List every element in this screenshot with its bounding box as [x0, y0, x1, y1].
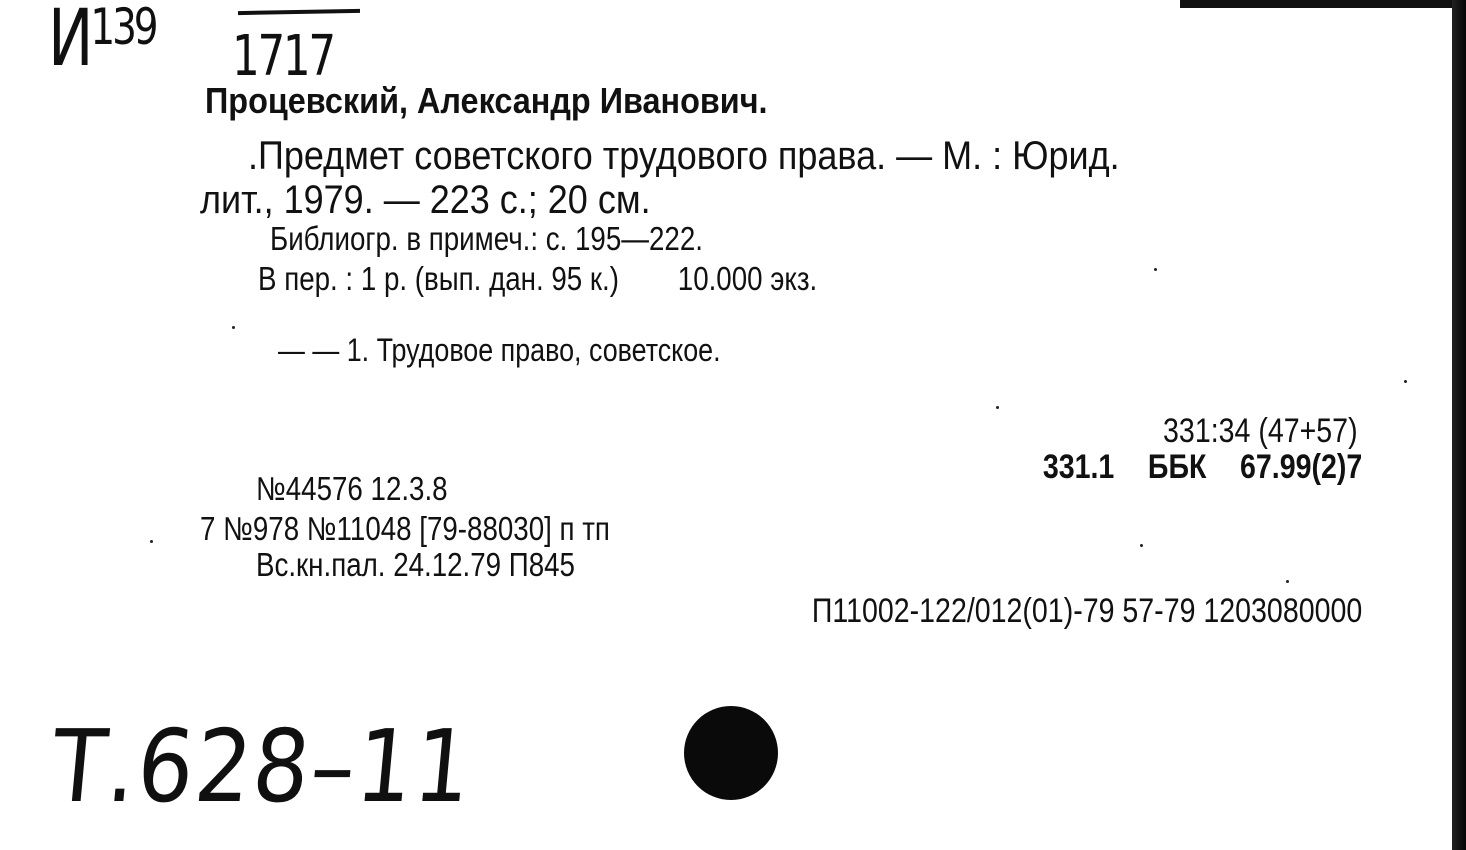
publisher-code-line: 7 №978 №11048 [79-88030] п тп: [200, 510, 610, 547]
order-number: №44576 12.3.8: [256, 470, 448, 507]
scan-speck: [150, 540, 153, 543]
price-text: В пер. : 1 р. (вып. дан. 95 к.): [258, 260, 619, 297]
bibliography-note: Библиогр. в примеч.: с. 195—222.: [270, 220, 703, 257]
author-heading: Процевский, Александр Иванович.: [205, 80, 768, 121]
udc-code: 331:34 (47+57): [1163, 412, 1358, 450]
price-row: [258, 260, 817, 298]
print-run: 10.000 экз.: [677, 260, 818, 297]
shelf-mark-upper-number: 139: [90, 0, 156, 56]
bbk-udc-number: 331.1: [1042, 448, 1115, 486]
bbk-row: [1043, 448, 1362, 487]
index-code: П11002-122/012(01)-79 57-79 1203080000: [811, 592, 1362, 630]
inventory-mark: Т.628–11: [47, 708, 478, 825]
bbk-label: ББК: [1147, 448, 1207, 486]
scan-speck: [1154, 268, 1157, 271]
title-statement-line1: .Предмет советского трудового права. — М. : Юрид.: [248, 134, 1120, 178]
scan-speck: [1404, 380, 1407, 383]
subject-heading: — — 1. Трудовое право, советское.: [278, 332, 721, 368]
book-chamber-line: Вс.кн.пал. 24.12.79 П845: [256, 546, 575, 583]
scan-speck: [1286, 580, 1289, 583]
card-top-edge: [1180, 0, 1466, 8]
shelf-mark-letter: И: [48, 0, 91, 84]
scan-speck: [1140, 544, 1143, 547]
shelf-mark-lower: 1717: [232, 24, 334, 89]
bbk-code: 67.99(2)7: [1239, 448, 1362, 486]
title-statement-line2: лит., 1979. — 223 с.; 20 см.: [200, 178, 651, 222]
scan-speck: [996, 406, 999, 409]
shelf-mark-fraction-line: [238, 9, 360, 15]
card-right-edge: [1452, 0, 1466, 850]
punch-hole: [684, 706, 778, 800]
shelf-mark-upper: [48, 0, 155, 84]
scan-speck: [232, 326, 235, 329]
